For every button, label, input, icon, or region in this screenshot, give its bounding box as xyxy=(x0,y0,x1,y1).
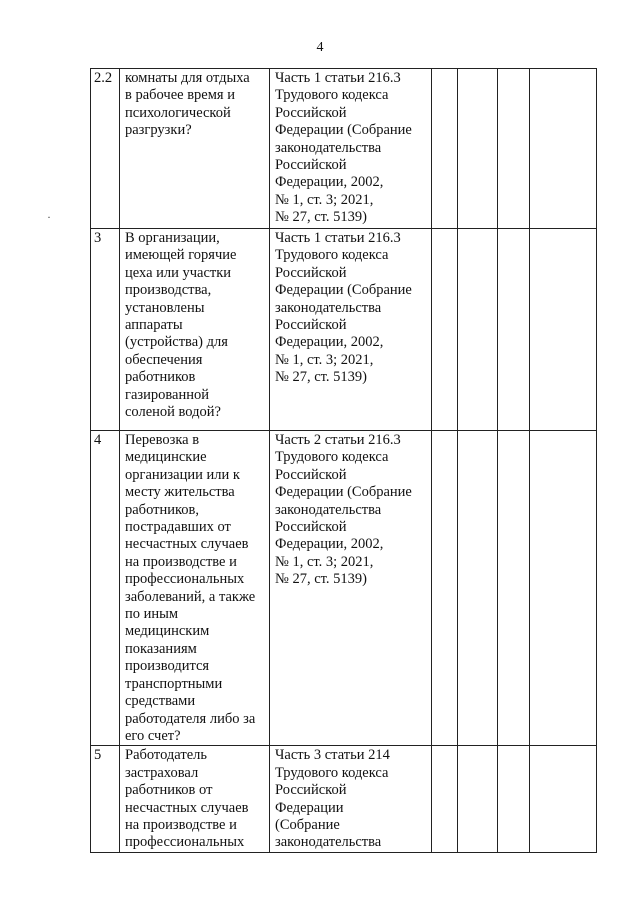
answer-na-cell[interactable] xyxy=(498,229,530,431)
table-row xyxy=(91,746,597,852)
reference-cell: Часть 1 статьи 216.3 Трудового кодекса Российской Федерации (Собрание законодательства Российской Федерации, 2002, № 1, ст. 3; 2021, № 27, ст. 5139) xyxy=(270,229,432,431)
question-cell: комнаты для отдыха в рабочее время и психологической разгрузки? xyxy=(120,69,270,229)
notes-cell[interactable] xyxy=(530,431,597,746)
answer-yes-cell[interactable] xyxy=(432,431,458,746)
row-number: 4 xyxy=(91,431,120,746)
notes-cell[interactable] xyxy=(530,746,597,852)
notes-cell[interactable] xyxy=(530,69,597,229)
answer-no-cell[interactable] xyxy=(458,69,498,229)
row-number: 2.2 xyxy=(91,69,120,229)
table-row xyxy=(91,431,597,746)
answer-na-cell[interactable] xyxy=(498,69,530,229)
notes-cell[interactable] xyxy=(530,229,597,431)
table-row xyxy=(91,69,597,229)
reference-cell: Часть 3 статьи 214 Трудового кодекса Российской Федерации (Собрание законодательства xyxy=(270,746,432,852)
reference-cell: Часть 2 статьи 216.3 Трудового кодекса Российской Федерации (Собрание законодательства Российской Федерации, 2002, № 1, ст. 3; 2021, № 27, ст. 5139) xyxy=(270,431,432,746)
answer-na-cell[interactable] xyxy=(498,746,530,852)
answer-no-cell[interactable] xyxy=(458,229,498,431)
table-row xyxy=(91,229,597,431)
answer-no-cell[interactable] xyxy=(458,431,498,746)
question-cell: В организации, имеющей горячие цеха или участки производства, установлены аппараты (устройства) для обеспечения работников газированной соленой водой? xyxy=(120,229,270,431)
answer-yes-cell[interactable] xyxy=(432,69,458,229)
row-number: 5 xyxy=(91,746,120,852)
question-cell: Работодатель застраховал работников от несчастных случаев на производстве и профессиональных xyxy=(120,746,270,852)
answer-yes-cell[interactable] xyxy=(432,229,458,431)
row-number: 3 xyxy=(91,229,120,431)
checklist-table xyxy=(90,68,597,853)
answer-no-cell[interactable] xyxy=(458,746,498,852)
margin-mark: · xyxy=(47,210,51,224)
page-number: 4 xyxy=(316,40,324,55)
answer-na-cell[interactable] xyxy=(498,431,530,746)
question-cell: Перевозка в медицинские организации или к месту жительства работников, пострадавших от несчастных случаев на производстве и профессиональных заболеваний, а также по иным медицинским показаниям производится транспортными средствами работодателя либо за его счет? xyxy=(120,431,270,746)
answer-yes-cell[interactable] xyxy=(432,746,458,852)
reference-cell: Часть 1 статьи 216.3 Трудового кодекса Российской Федерации (Собрание законодательства Российской Федерации, 2002, № 1, ст. 3; 2021, № 27, ст. 5139) xyxy=(270,69,432,229)
